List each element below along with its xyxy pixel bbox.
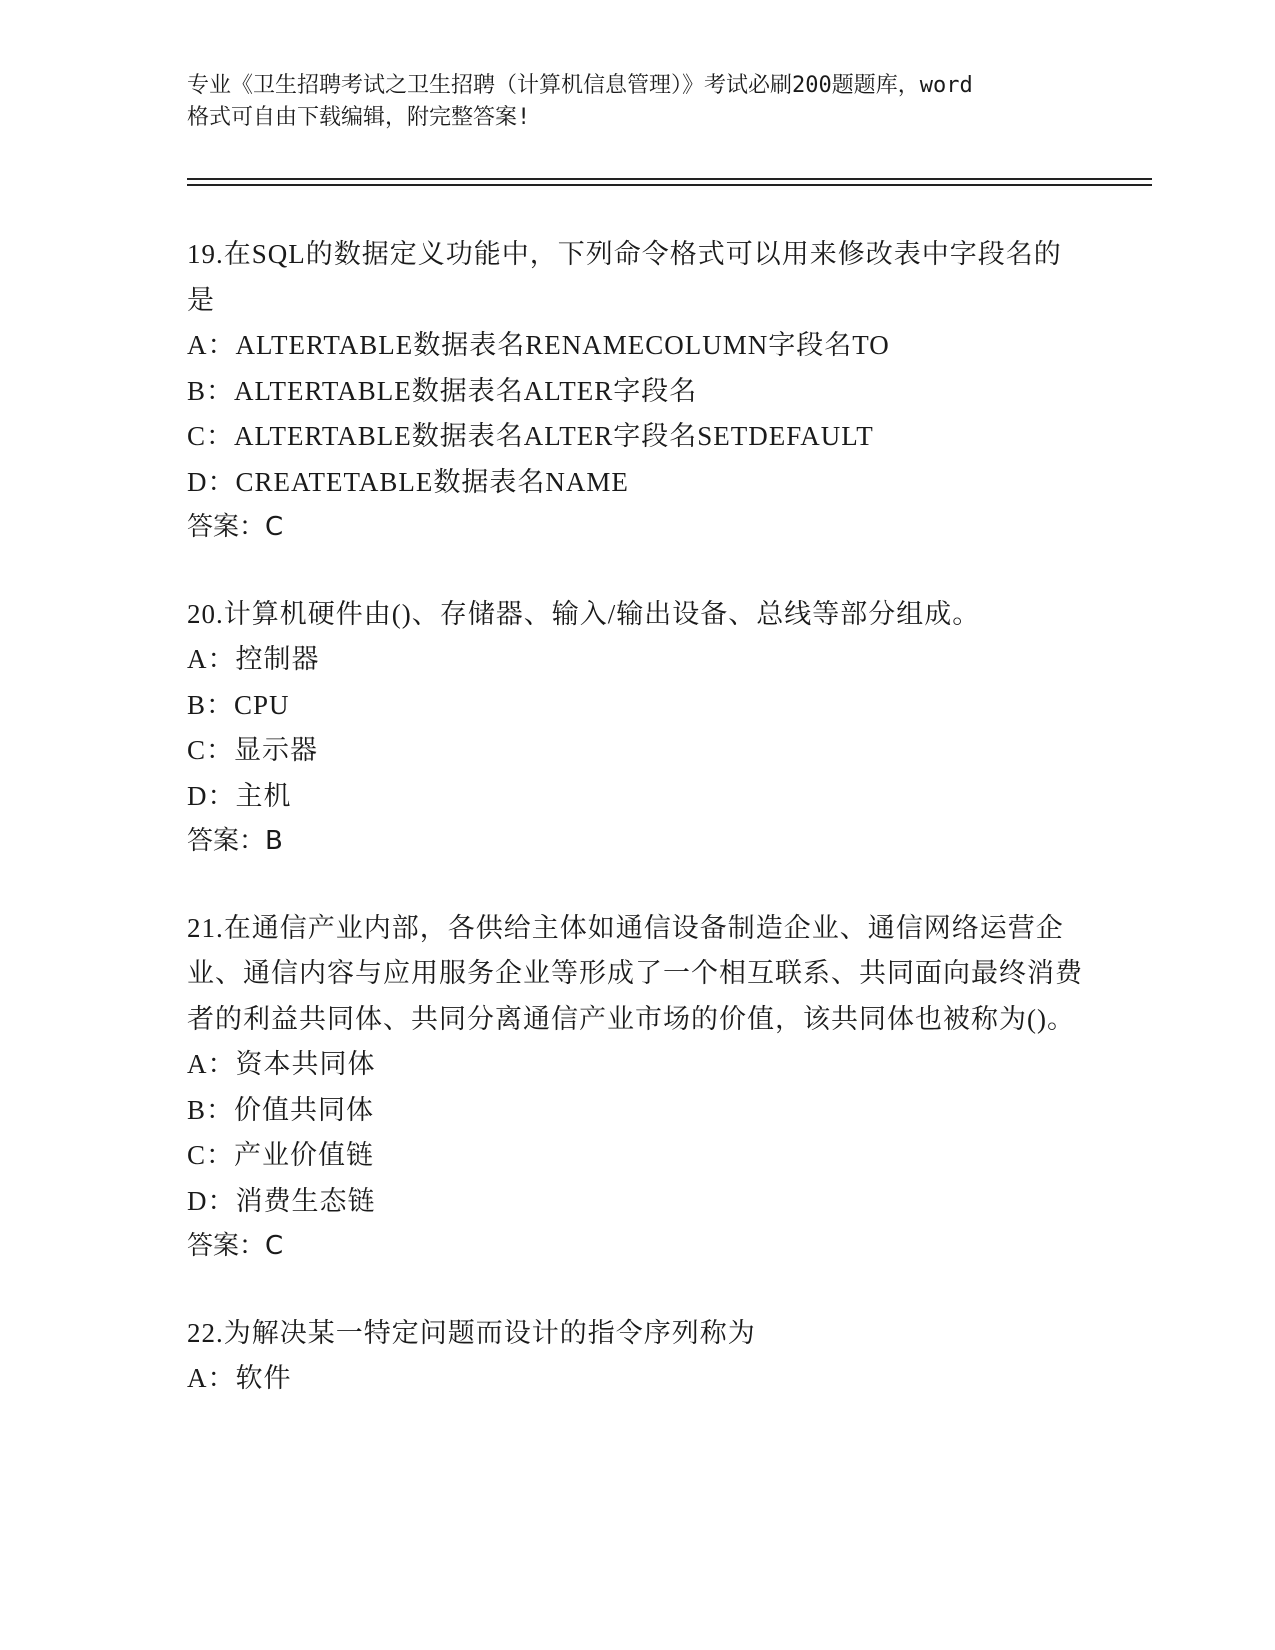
answer-line: 答案：B — [187, 826, 283, 856]
header-line-2: 格式可自由下载编辑，附完整答案! — [187, 105, 531, 130]
answer-line: 答案：C — [187, 512, 284, 542]
header-divider-bottom — [187, 184, 1152, 186]
option-b: B：CPU — [187, 689, 290, 720]
option-a: A：ALTERTABLE数据表名RENAMECOLUMN字段名TO — [187, 330, 890, 360]
option-c: C：显示器 — [187, 735, 319, 765]
question-stem: 19.在SQL的数据定义功能中，下列命令格式可以用来修改表中字段名的是 — [187, 239, 1062, 315]
option-c: C：产业价值链 — [187, 1140, 375, 1170]
option-d: D：CREATETABLE数据表名NAME — [187, 466, 629, 497]
option-c: C：ALTERTABLE数据表名ALTER字段名SETDEFAULT — [187, 421, 874, 451]
option-a: A：资本共同体 — [187, 1049, 376, 1079]
question-list — [187, 232, 1087, 1443]
question-stem: 22.为解决某一特定问题而设计的指令序列称为 — [187, 1317, 756, 1348]
document-header — [187, 70, 1087, 134]
option-d: D：主机 — [187, 780, 292, 811]
option-b: B：价值共同体 — [187, 1094, 375, 1125]
option-d: D：消费生态链 — [187, 1185, 376, 1216]
question-19 — [187, 232, 1087, 551]
question-22 — [187, 1311, 1087, 1402]
answer-line: 答案：C — [187, 1231, 284, 1261]
question-stem: 21.在通信产业内部，各供给主体如通信设备制造企业、通信网络运营企业、通信内容与应用服务企业等形成了一个相互联系、共同面向最终消费者的利益共同体、共同分离通信产业市场的价值，该共同体也被称为()。 — [187, 912, 1083, 1034]
header-line-1: 专业《卫生招聘考试之卫生招聘（计算机信息管理）》考试必刷200题题库，word — [187, 73, 973, 98]
option-a: A：软件 — [187, 1363, 292, 1393]
question-stem: 20.计算机硬件由()、存储器、输入/输出设备、总线等部分组成。 — [187, 598, 981, 629]
option-a: A：控制器 — [187, 644, 320, 674]
question-20 — [187, 592, 1087, 865]
question-21 — [187, 906, 1087, 1270]
header-divider-top — [187, 178, 1152, 180]
option-b: B：ALTERTABLE数据表名ALTER字段名 — [187, 375, 698, 406]
